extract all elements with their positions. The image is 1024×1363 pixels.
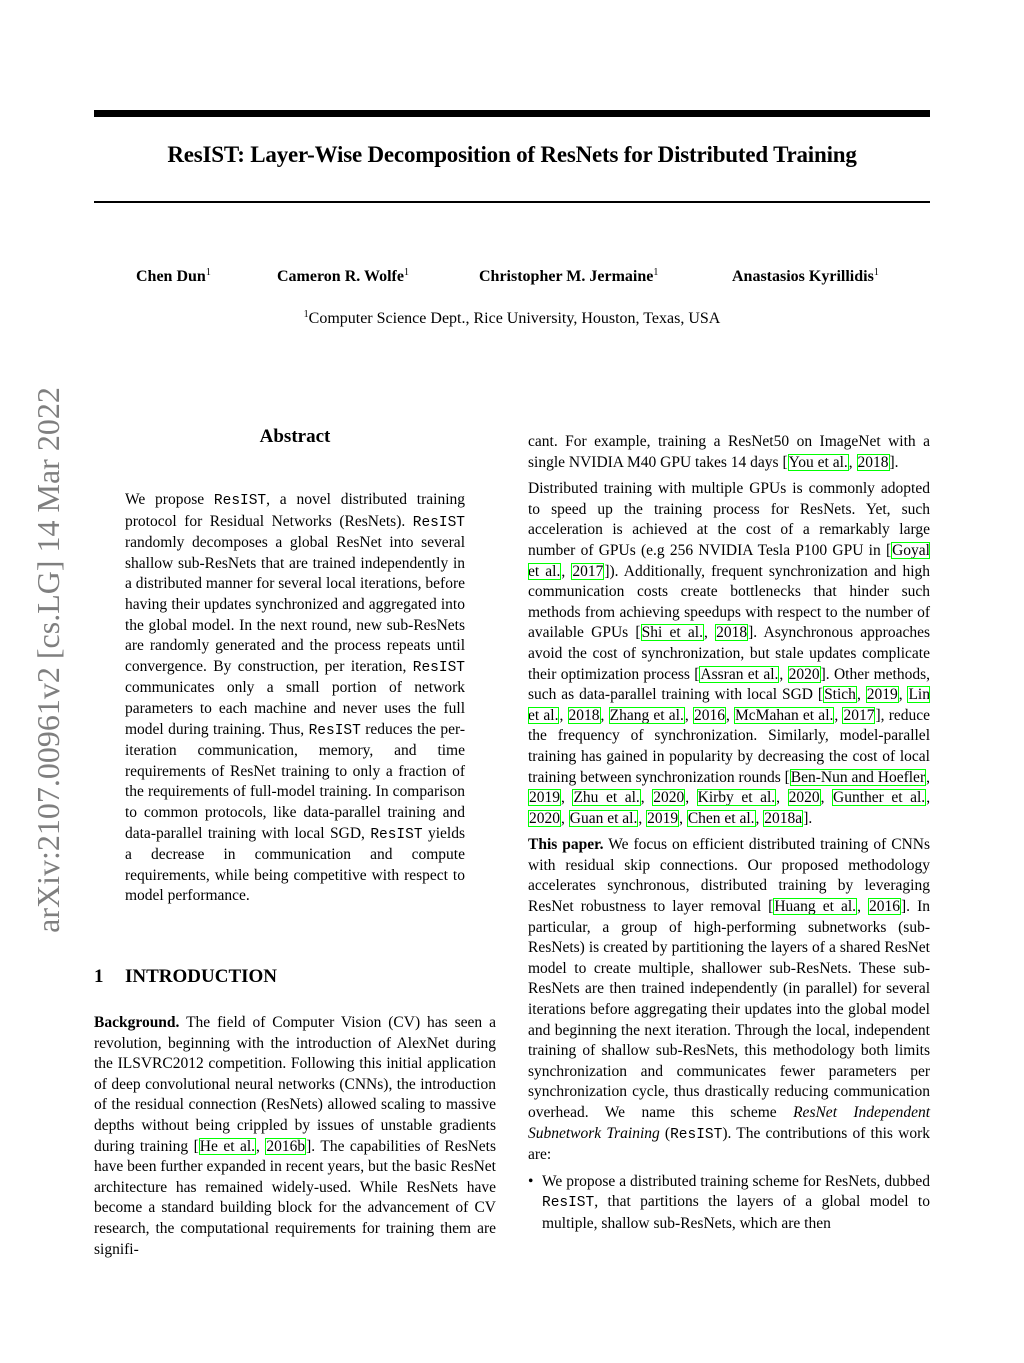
author-name: Cameron R. Wolfe <box>277 268 404 285</box>
author-1 <box>136 267 211 286</box>
citation-link[interactable]: 2019 <box>647 809 679 827</box>
author-list <box>94 267 930 291</box>
citation-link[interactable]: 2016 <box>869 898 900 916</box>
author-2 <box>277 267 409 286</box>
author-mark: 1 <box>403 267 409 278</box>
citation-link[interactable]: 2020 <box>788 665 820 683</box>
background-paragraph: Background. The field of Computer Vision (CV) has seen a revolution, beginning with the introduction of AlexNet during the ILSVRC2012 competition. Following this initial application of deep convolutional neural networks (CNNs), the introduction of the residual connection (ResNets) allowed scaling to massive depths without being crippled by issues of unstable gradients during training [He et al., 2016b]. The capabilities of ResNets have been further expanded in recent years, but the basic ResNet architecture has remained widely-used. While ResNets have become a standard building block for the advancement of CV research, the computational requirements for training them are signifi- <box>94 1014 497 1258</box>
code-resist: ResIST <box>542 1195 595 1212</box>
title-rule <box>94 201 930 203</box>
citation-link[interactable]: Goyal et al. <box>528 541 930 580</box>
citation-link[interactable]: Guan et al. <box>569 809 638 827</box>
citation-link[interactable]: 2018 <box>716 624 748 642</box>
citation-link[interactable]: Gunther et al. <box>833 789 926 807</box>
list-item: • We propose a distributed training scheme for ResNets, dubbed ResIST, that partitions the layers of a global model to multiple, shallow sub-ResNets, which are then <box>528 1172 930 1232</box>
citation-link[interactable]: Kirby et al. <box>697 789 776 807</box>
citation-link[interactable]: 2016 <box>693 706 725 724</box>
scheme-name: ResNet Independent Subnetwork Training <box>528 1104 931 1142</box>
author-name: Anastasios Kyrillidis <box>732 268 874 285</box>
author-name: Chen Dun <box>136 268 206 285</box>
contributions-list <box>528 1172 930 1235</box>
citation-link[interactable]: You et al. <box>788 453 848 471</box>
section-number: 1 <box>94 966 104 987</box>
citation-link[interactable]: 2018a <box>764 809 803 827</box>
citation-link[interactable]: Chen et al. <box>687 809 755 827</box>
citation-link[interactable]: 2020 <box>788 789 820 807</box>
citation-link[interactable]: 2017 <box>572 562 604 580</box>
paper-title: ResIST: Layer-Wise Decomposition of ResNets for Distributed Training <box>167 142 857 167</box>
citation-link[interactable]: 2020 <box>529 809 560 827</box>
code-resist: ResIST <box>670 1126 723 1143</box>
section-heading <box>94 966 277 988</box>
code-resist: ResIST <box>370 826 423 843</box>
author-mark: 1 <box>205 267 211 278</box>
citation-link[interactable]: 2020 <box>653 789 685 807</box>
citation-link[interactable]: Ben-Nun and Hoefler <box>790 768 926 786</box>
citation-link[interactable]: McMahan et al. <box>735 706 834 724</box>
citation-link[interactable]: 2016b <box>266 1137 306 1155</box>
author-mark: 1 <box>653 267 659 278</box>
distributed-training-paragraph: Distributed training with multiple GPUs is commonly adopted to speed up the training process for ResNets. Yet, such acceleration is achieved at the cost of a remarkably large number of GPUs (e.g 256 NVIDIA Tesla P100 GPU in [Goyal et al., 2017]). Additionally, frequent synchronization and high communication costs create bottlenecks that hinder such methods from achieving speedups with respect to the number of available GPUs [Shi et al., 2018]. Asynchronous approaches avoid the cost of synchronization, but stale updates complicate their optimization process [Assran et al., 2020]. Other methods, such as data-parallel training with local SGD [Stich, 2019, Lin et al., 2018, Zhang et al., 2016, McMahan et al., 2017], reduce the frequency of synchronization. Similarly, model-parallel training has gained in popularity by decreasing the cost of local training between synchronization rounds [Ben-Nun and Hoefler, 2019, Zhu et al., 2020, Kirby et al., 2020, Gunther et al., 2020, Guan et al., 2019, Chen et al., 2018a]. <box>528 480 931 827</box>
code-resist: ResIST <box>308 722 361 739</box>
code-resist: ResIST <box>213 493 267 509</box>
citation-link[interactable]: 2018 <box>568 706 600 724</box>
author-name: Christopher M. Jermaine <box>479 268 654 285</box>
code-resist: ResIST <box>412 659 465 676</box>
arxiv-stamp[interactable]: arXiv:2107.00961v2 [cs.LG] 14 Mar 2022 <box>30 387 66 933</box>
this-paper-paragraph: This paper. We focus on efficient distributed training of CNNs with residual skip connections. Our proposed methodology accelerates synchronous, distributed training by leveraging ResNet robustness to layer removal [Huang et al., 2016]. In particular, a group of high-performing subnetworks (sub-ResNets) is created by partitioning the layers of a shared ResNet model to create multiple, shallower sub-ResNets. These sub-ResNets are then trained independently (in parallel) for several iterations before aggregating their updates into the global model and beginning the next iteration. Through the local, independent training of shallow sub-ResNets, this methodology both limits synchronization and communicates fewer parameters per synchronization cycle, thus drastically reducing communication overhead. We name this scheme ResNet Independent Subnetwork Training (ResIST). The contributions of this work are: <box>528 836 931 1164</box>
citation-link[interactable]: Huang et al. <box>774 898 857 916</box>
abstract-text: We propose ResIST, a novel distributed training protocol for Residual Networks (ResNets). ResIST randomly decomposes a global ResNet into several shallow sub-ResNets that are trained independently in a distributed manner for several local iterations, before having their updates synchronized and aggregated into the global model. In the next round, new sub-ResNets are randomly generated and the process repeats until convergence. By construction, per iteration, ResIST communicates only a small portion of network parameters to each machine and never uses the full model during training. Thus, ResIST reduces the per-iteration communication, memory, and time requirements of ResNet training to only a fraction of the requirements of full-model training. In comparison to common protocols, like data-parallel training and data-parallel training with local SGD, ResIST yields a decrease in communication and compute requirements, while being competitive with respect to model performance. <box>125 491 466 905</box>
citation-link[interactable]: Zhang et al. <box>609 706 684 724</box>
continuation-paragraph: cant. For example, training a ResNet50 on ImageNet with a single NVIDIA M40 GPU takes 14 days [You et al., 2018]. <box>528 433 930 471</box>
citation-link[interactable]: Zhu et al. <box>573 789 640 807</box>
citation-link[interactable]: Stich <box>824 686 856 704</box>
affiliation <box>94 309 930 328</box>
paragraph-label: This paper. <box>528 836 604 854</box>
right-column <box>528 432 930 1235</box>
abstract-heading: Abstract <box>259 426 331 447</box>
affiliation-mark: 1 <box>303 309 309 320</box>
citation-link[interactable]: Lin et al. <box>528 686 930 724</box>
bullet-icon: • <box>528 1172 534 1190</box>
affiliation-text: Computer Science Dept., Rice University, Houston, Texas, USA <box>308 310 721 327</box>
paragraph-label: Background. <box>94 1014 180 1031</box>
citation-link[interactable]: He et al. <box>199 1137 256 1155</box>
author-mark: 1 <box>873 267 879 278</box>
top-rule <box>94 110 930 117</box>
citation-link[interactable]: 2019 <box>529 789 560 807</box>
citation-link[interactable]: 2018 <box>857 453 889 471</box>
citation-link[interactable]: Assran et al. <box>700 665 779 683</box>
citation-link[interactable]: 2019 <box>866 686 898 704</box>
citation-link[interactable]: Shi et al. <box>641 624 703 642</box>
author-4 <box>732 267 879 286</box>
section-title: INTRODUCTION <box>125 966 278 987</box>
citation-link[interactable]: 2017 <box>843 706 875 724</box>
code-resist: ResIST <box>412 514 465 531</box>
author-3 <box>479 267 658 286</box>
